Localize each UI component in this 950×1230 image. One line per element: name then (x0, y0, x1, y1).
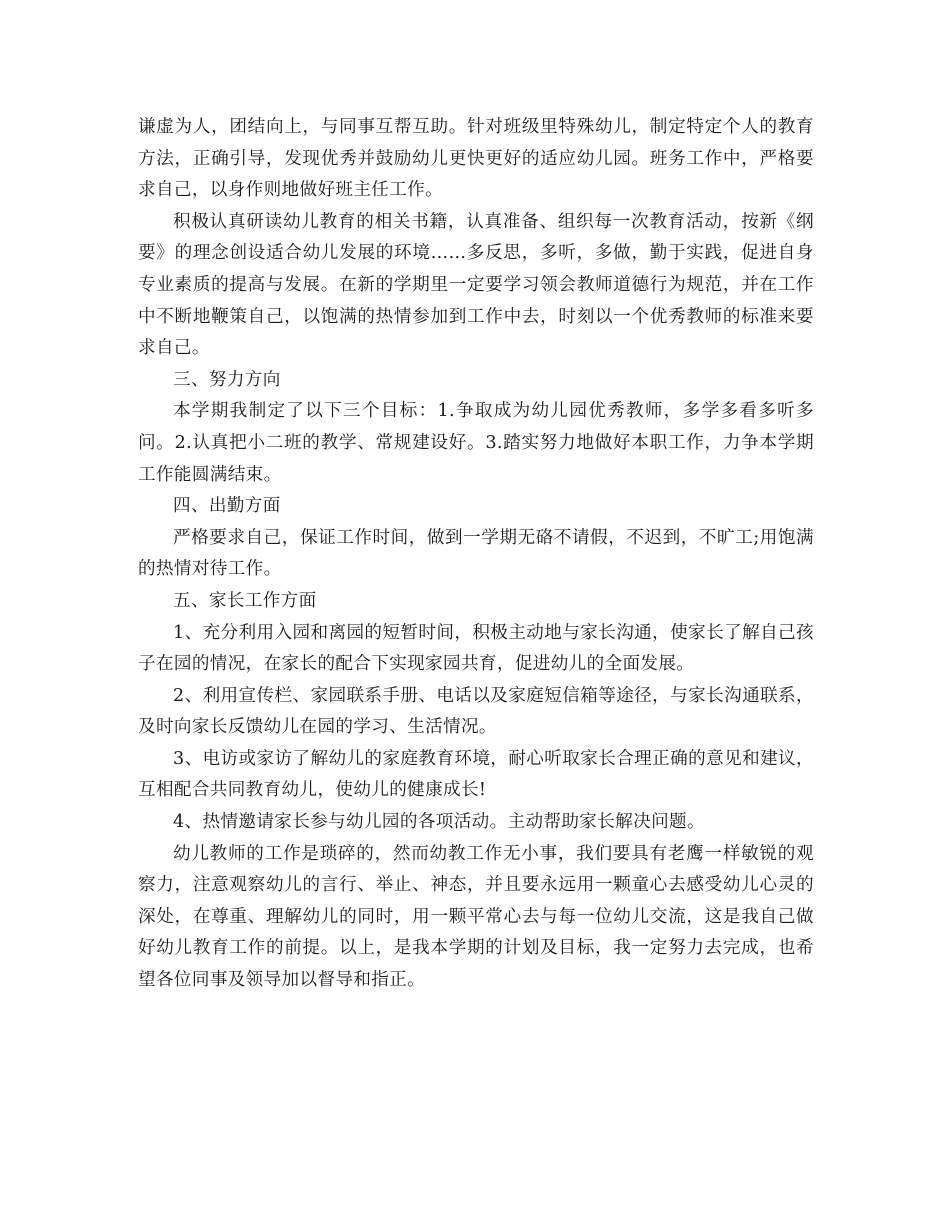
paragraph-team-spirit: 谦虚为人，团结向上，与同事互帮互助。针对班级里特殊幼儿，制定特定个人的教育方法，正确引导，发现优秀并鼓励幼儿更快更好的适应幼儿园。班务工作中，严格要求自己，以身作则地做好班主任工作。 (138, 117, 814, 201)
document-body (138, 112, 814, 997)
paragraph-attendance: 严格要求自己，保证工作时间，做到一学期无硌不请假，不迟到，不旷工;用饱满的热情对待工作。 (138, 527, 814, 580)
section-heading-attendance: 四、出勤方面 (173, 496, 281, 517)
list-item-parents-4: 4、热情邀请家长参与幼儿园的各项活动。主动帮助家长解决问题。 (173, 812, 705, 833)
section-heading-parents: 五、家长工作方面 (173, 590, 317, 611)
paragraph-conclusion: 幼儿教师的工作是琐碎的，然而幼教工作无小事，我们要具有老鹰一样敏锐的观察力，注意观察幼儿的言行、举止、神态，并且要永远用一颗童心去感受幼儿心灵的深处，在尊重、理解幼儿的同时，用一颗平常心去与每一位幼儿交流，这是我自己做好幼儿教育工作的前提。以上，是我本学期的计划及目标，我一定努力去完成，也希望各位同事及领导加以督导和指正。 (138, 843, 814, 991)
list-item-parents-3: 3、电访或家访了解幼儿的家庭教育环境，耐心听取家长合理正确的意见和建议，互相配合共同教育幼儿，使幼儿的健康成长! (138, 748, 814, 801)
paragraph-goals: 本学期我制定了以下三个目标：1.争取成为幼儿园优秀教师，多学多看多听多问。2.认真把小二班的教学、常规建设好。3.踏实努力地做好本职工作，力争本学期工作能圆满结束。 (138, 401, 814, 485)
section-heading-direction: 三、努力方向 (173, 369, 281, 390)
paragraph-self-study: 积极认真研读幼儿教育的相关书籍，认真准备、组织每一次教育活动，按新《纲要》的理念创设适合幼儿发展的环境……多反思，多听，多做，勤于实践，促进自身专业素质的提高与发展。在新的学期里一定要学习领会教师道德行为规范，并在工作中不断地鞭策自己，以饱满的热情参加到工作中去，时刻以一个优秀教师的标准来要求自己。 (138, 211, 814, 359)
list-item-parents-1: 1、充分利用入园和离园的短暂时间，积极主动地与家长沟通，使家长了解自己孩子在园的情况，在家长的配合下实现家园共育，促进幼儿的全面发展。 (138, 622, 814, 675)
list-item-parents-2: 2、利用宣传栏、家园联系手册、电话以及家庭短信箱等途径，与家长沟通联系，及时向家长反馈幼儿在园的学习、生活情况。 (138, 685, 814, 738)
